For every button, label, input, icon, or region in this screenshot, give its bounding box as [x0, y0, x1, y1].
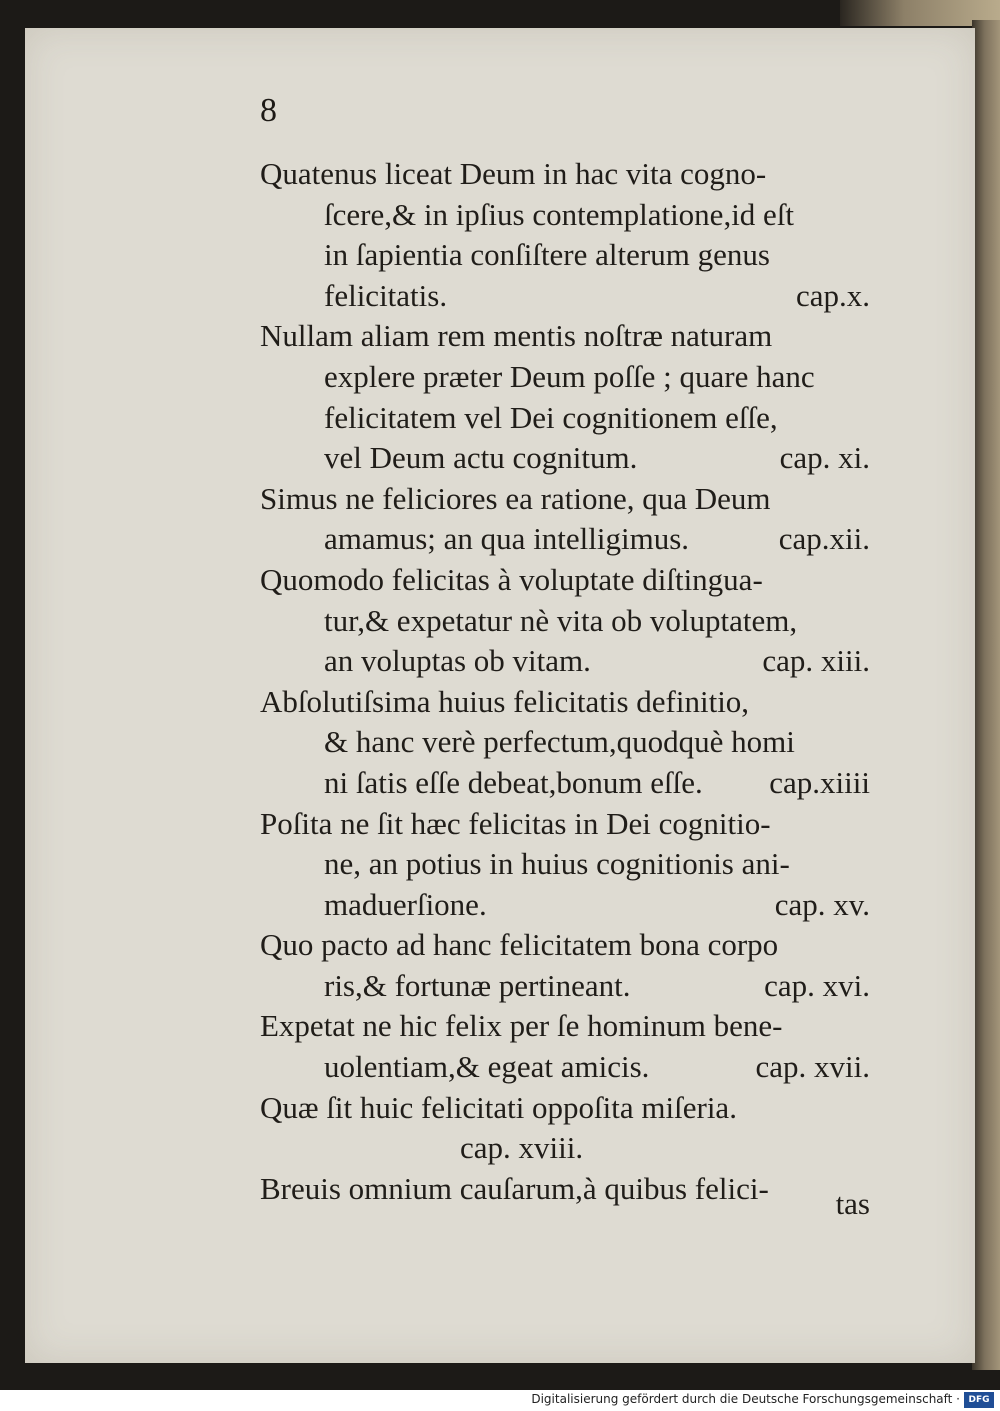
entry-last-line — [260, 519, 870, 560]
entry-last-line — [260, 438, 870, 479]
entry-first-line: Quo pacto ad hanc felicitatem bona corpo — [260, 927, 779, 963]
chapter-entry — [260, 316, 870, 478]
catchword: tas — [835, 1186, 870, 1221]
entry-last-text: ni ſatis eſſe debeat,bonum eſſe. — [324, 764, 703, 800]
entry-first-line: Nullam aliam rem mentis noſtræ naturam — [260, 318, 773, 354]
entry-last-text: maduerſione. — [324, 886, 487, 922]
entry-first-line: Quomodo felicitas à voluptate diſtingua- — [260, 561, 763, 597]
entry-first-line: Poſita ne ſit hæc felicitas in Dei cognitio- — [260, 805, 771, 841]
entry-first-line: Quæ ſit huic felicitati oppoſita miſeria. — [260, 1089, 737, 1125]
entry-line: & hanc verè perfectum,quodquè homi — [324, 724, 795, 760]
entry-last-text: an voluptas ob vitam. — [324, 643, 591, 679]
entry-last-line — [260, 1047, 870, 1088]
entry-first-line: Expetat ne hic felix per ſe hominum bene- — [260, 1008, 783, 1044]
entry-line: in ſapientia conſiſtere alterum genus — [324, 237, 770, 273]
footer-bar — [0, 1390, 1000, 1411]
chapter-entry — [260, 925, 870, 1006]
entry-last-text: felicitatis. — [324, 277, 448, 313]
entry-first-line: Quatenus liceat Deum in hac vita cogno- — [260, 156, 767, 191]
entry-last-text: ris,& fortunæ pertineant. — [324, 967, 631, 1003]
entry-last-line — [260, 641, 870, 682]
chapter-reference: cap. xv. — [774, 886, 870, 922]
chapter-entry — [260, 560, 870, 682]
entry-first-line: Breuis omnium cauſarum,à quibus felici- — [260, 1170, 769, 1206]
entry-last-line — [260, 276, 870, 317]
entry-last-line — [260, 885, 870, 926]
entry-last-line — [260, 763, 870, 804]
chapter-reference: cap. xvi. — [764, 967, 870, 1003]
page-number: 8 — [260, 92, 277, 129]
chapter-entry — [260, 804, 870, 926]
chapter-reference: cap.xii. — [778, 521, 870, 557]
entry-first-line: Simus ne feliciores ea ratione, qua Deum — [260, 480, 771, 516]
entry-last-text: vel Deum actu cognitum. — [324, 440, 638, 476]
dfg-logo: DFG — [964, 1392, 994, 1408]
chapter-reference: cap. xvii. — [755, 1049, 870, 1085]
chapter-entry — [260, 1088, 870, 1169]
chapter-reference: cap.x. — [795, 277, 870, 313]
chapter-list — [260, 154, 870, 1209]
chapter-reference: cap. xiii. — [762, 643, 870, 679]
entry-line: felicitatem vel Dei cognitionem eſſe, — [324, 399, 778, 435]
chapter-entry — [260, 479, 870, 560]
chapter-entry — [260, 682, 870, 804]
chapter-entry — [260, 1169, 870, 1210]
entry-line: tur,& expetatur nè vita ob voluptatem, — [324, 602, 798, 638]
chapter-reference: cap. xviii. — [460, 1130, 584, 1166]
chapter-entry — [260, 1006, 870, 1087]
entry-first-line: Abſolutiſsima huius felicitatis definitio, — [260, 683, 750, 719]
entry-last-line — [260, 966, 870, 1007]
chapter-reference: cap. xi. — [779, 440, 870, 476]
chapter-reference: cap.xiiii — [769, 764, 870, 800]
chapter-entry — [260, 154, 870, 316]
entry-line: explere præter Deum poſſe ; quare hanc — [324, 358, 815, 394]
next-page-edge-right — [972, 20, 1000, 1370]
entry-line: ſcere,& in ipſius contemplatione,id eſt — [324, 196, 795, 232]
entry-last-text: uolentiam,& egeat amicis. — [324, 1049, 650, 1085]
entry-line: ne, an potius in huius cognitionis ani- — [324, 846, 790, 882]
entry-last-text: amamus; an qua intelligimus. — [324, 521, 690, 557]
funding-credit: Digitalisierung gefördert durch die Deutsche Forschungsgemeinschaft · — [531, 1392, 960, 1406]
